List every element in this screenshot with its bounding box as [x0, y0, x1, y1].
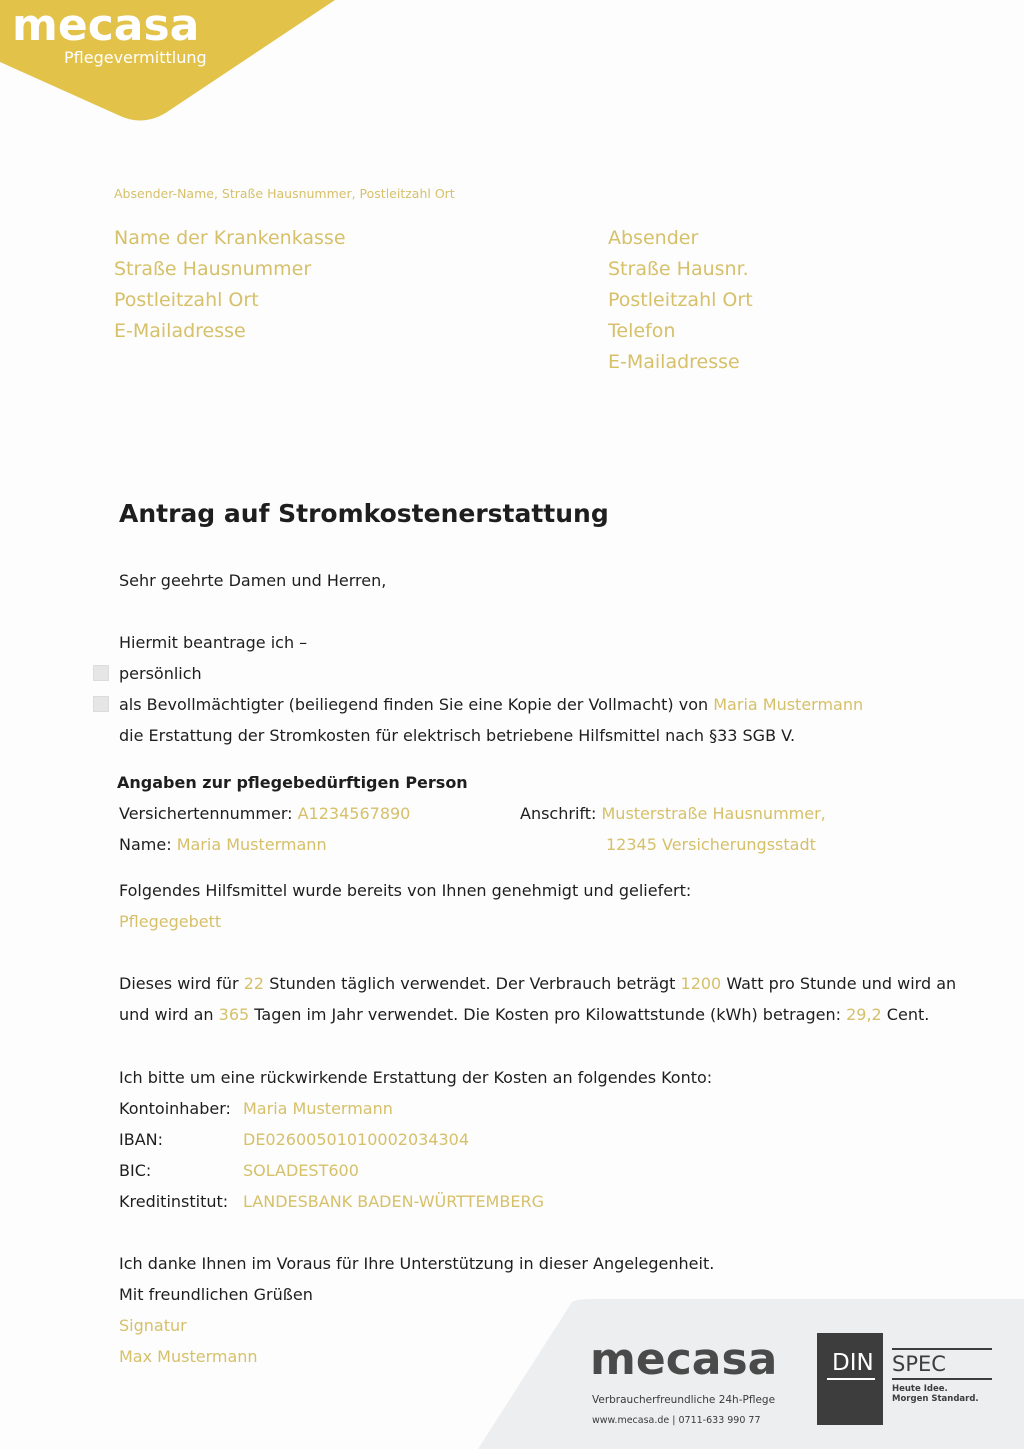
option-proxy-text: als Bevollmächtigter (beiliegend finden Sie eine Kopie der Vollmacht) von [119, 695, 709, 714]
sender-line-item: Absender [608, 227, 699, 249]
name-value: Maria Mustermann [176, 835, 327, 854]
spec-tagline-2: Morgen Standard. [892, 1394, 979, 1404]
insurance-row [119, 804, 410, 823]
hours-field: 22 [243, 974, 265, 993]
logo-wordmark: mecasa [12, 0, 200, 51]
usage-line-2 [119, 1005, 929, 1024]
sender-address [608, 223, 753, 378]
checkbox-proxy[interactable] [93, 696, 109, 712]
spec-logo-text: SPEC [892, 1352, 946, 1376]
recipient-line: E-Mailadresse [114, 320, 246, 342]
name-label: Name: [119, 835, 172, 854]
address-line1: Musterstraße Hausnummer, [601, 804, 826, 823]
usage-line-1 [119, 974, 956, 993]
holder-value: Maria Mustermann [243, 1099, 393, 1118]
recipient-address [114, 223, 346, 347]
recipient-line: Straße Hausnummer [114, 258, 312, 280]
spec-divider-bottom [892, 1378, 992, 1380]
iban-label: IBAN: [119, 1130, 163, 1149]
bic-label: BIC: [119, 1161, 152, 1180]
proxy-name-field: Maria Mustermann [713, 695, 864, 714]
insurance-label: Versichertennummer: [119, 804, 293, 823]
usage-text: Dieses wird für [119, 974, 239, 993]
logo-subtitle: Pflegevermittlung [64, 48, 207, 67]
sender-line-item: Straße Hausnr. [608, 258, 749, 280]
iban-value: DE02600501010002034304 [243, 1130, 470, 1149]
spec-tagline-1: Heute Idee. [892, 1384, 948, 1394]
usage-text: Cent. [886, 1005, 930, 1024]
signature-field: Signatur [119, 1316, 187, 1335]
name-row [119, 835, 327, 854]
bic-value: SOLADEST600 [243, 1161, 359, 1180]
holder-label: Kontoinhaber: [119, 1099, 231, 1118]
din-logo-text: DIN [832, 1350, 874, 1376]
closing-regards: Mit freundlichen Grüßen [119, 1285, 313, 1304]
device-intro: Folgendes Hilfsmittel wurde bereits von Ihnen genehmigt und geliefert: [119, 881, 692, 900]
cents-field: 29,2 [846, 1005, 882, 1024]
bank-value: LANDESBANK BADEN-WÜRTTEMBERG [243, 1192, 544, 1211]
watts-field: 1200 [680, 974, 722, 993]
footer-tagline: Verbraucherfreundliche 24h-Pflege [592, 1394, 776, 1406]
closing-thanks: Ich danke Ihnen im Voraus für Ihre Unterstützung in dieser Angelegenheit. [119, 1254, 715, 1273]
insurance-value: A1234567890 [297, 804, 411, 823]
sender-line-item: E-Mailadresse [608, 351, 740, 373]
signer-name: Max Mustermann [119, 1347, 258, 1366]
footer-contact: www.mecasa.de | 0711-633 990 77 [592, 1415, 761, 1426]
sender-line-item: Telefon [608, 320, 676, 342]
usage-text: Watt pro Stunde und wird an [726, 974, 957, 993]
sender-line-item: Postleitzahl Ort [608, 289, 753, 311]
din-divider [827, 1378, 875, 1380]
sender-line: Absender-Name, Straße Hausnummer, Postleitzahl Ort [114, 186, 455, 201]
option-proxy-label [119, 695, 863, 714]
bank-label: Kreditinstitut: [119, 1192, 229, 1211]
checkbox-personal[interactable] [93, 665, 109, 681]
spec-divider-top [892, 1348, 992, 1350]
intro-text: Hiermit beantrage ich – [119, 633, 308, 652]
usage-text: Tagen im Jahr verwendet. Die Kosten pro Kilowattstunde (kWh) betragen: [254, 1005, 841, 1024]
address-line2: 12345 Versicherungsstadt [606, 835, 816, 854]
usage-text: und wird an [119, 1005, 214, 1024]
usage-text: Stunden täglich verwendet. Der Verbrauch beträgt [269, 974, 676, 993]
days-field: 365 [218, 1005, 250, 1024]
recipient-line: Name der Krankenkasse [114, 227, 346, 249]
document-title: Antrag auf Stromkostenerstattung [119, 499, 609, 528]
bank-intro: Ich bitte um eine rückwirkende Erstattung der Kosten an folgendes Konto: [119, 1068, 713, 1087]
option-personal-label: persönlich [119, 664, 202, 683]
address-row [520, 804, 826, 823]
intro-end-text: die Erstattung der Stromkosten für elektrisch betriebene Hilfsmittel nach §33 SGB V. [119, 726, 796, 745]
device-field: Pflegegebett [119, 912, 222, 931]
salutation: Sehr geehrte Damen und Herren, [119, 571, 387, 590]
recipient-line: Postleitzahl Ort [114, 289, 259, 311]
footer-logo-wordmark: mecasa [590, 1334, 778, 1385]
person-heading: Angaben zur pflegebedürftigen Person [117, 773, 468, 792]
address-label: Anschrift: [520, 804, 597, 823]
